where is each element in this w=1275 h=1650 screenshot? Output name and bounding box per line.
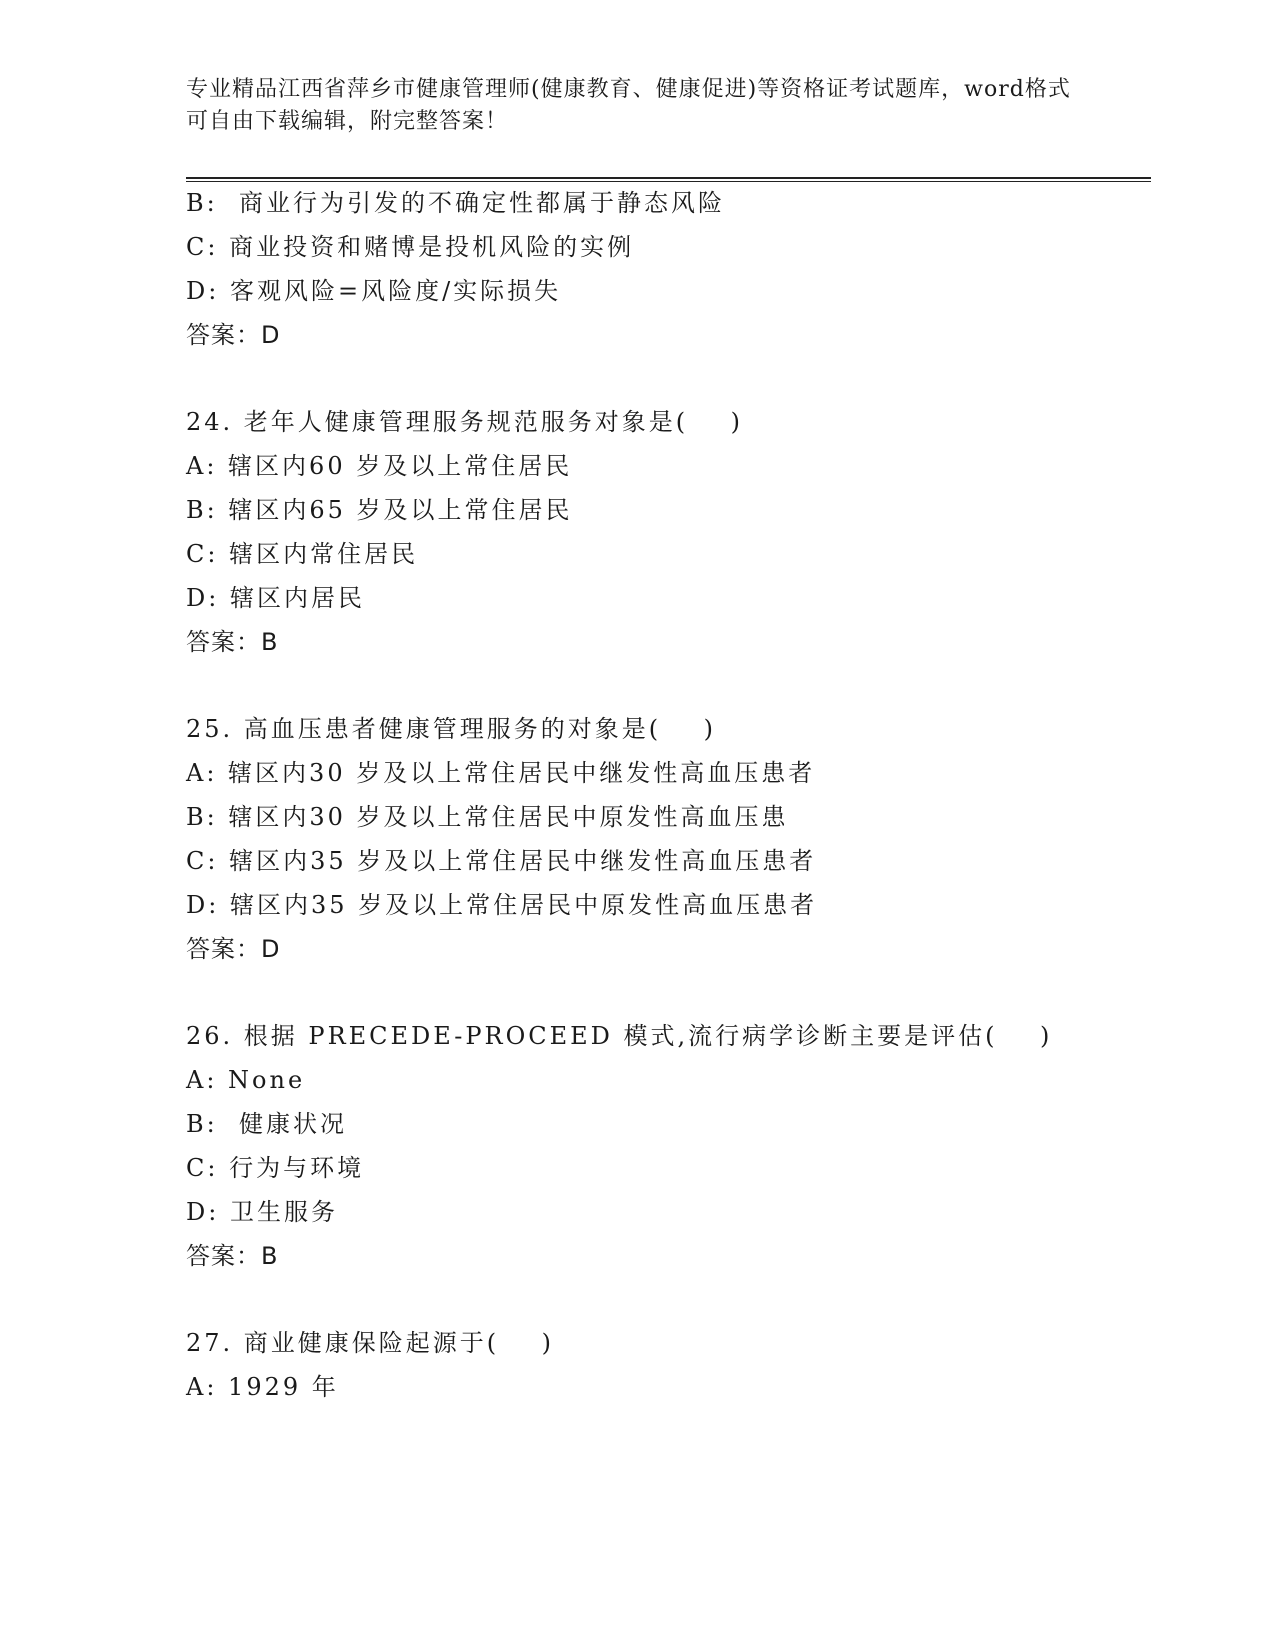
question-26-title: 26. 根据 PRECEDE-PROCEED 模式,流行病学诊断主要是评估( ) [186, 1022, 1053, 1050]
question-26-option-b: B: 健康状况 [186, 1110, 347, 1138]
question-25-option-a: A: 辖区内30 岁及以上常住居民中继发性高血压患者 [186, 759, 816, 787]
question-26-option-d: D: 卫生服务 [186, 1198, 338, 1226]
question-24-answer: 答案：B [186, 628, 279, 656]
question-25-option-b: B: 辖区内30 岁及以上常住居民中原发性高血压患 [186, 803, 789, 831]
question-24-option-b: B: 辖区内65 岁及以上常住居民 [186, 496, 573, 524]
question-26-answer: 答案：B [186, 1242, 279, 1270]
question-26-option-c: C: 行为与环境 [186, 1154, 365, 1182]
question-24-option-c: C: 辖区内常住居民 [186, 540, 419, 568]
question-24-title: 24. 老年人健康管理服务规范服务对象是( ) [186, 408, 744, 436]
answer: 答案：D [186, 321, 281, 349]
question-26-option-a: A: None [186, 1066, 306, 1094]
question-24-option-d: D: 辖区内居民 [186, 584, 365, 612]
question-27-title: 27. 商业健康保险起源于( ) [186, 1329, 555, 1357]
header-divider [186, 177, 1151, 182]
question-25-title: 25. 高血压患者健康管理服务的对象是( ) [186, 715, 717, 743]
option-c: C: 商业投资和赌博是投机风险的实例 [186, 233, 635, 261]
question-27-option-a: A: 1929 年 [186, 1373, 339, 1401]
document-header: 专业精品江西省萍乡市健康管理师(健康教育、健康促进)等资格证考试题库，word格式可自由下载编辑，附完整答案！ [186, 77, 1071, 134]
question-25-option-d: D: 辖区内35 岁及以上常住居民中原发性高血压患者 [186, 891, 818, 919]
option-d: D: 客观风险=风险度/实际损失 [186, 277, 562, 305]
question-25-answer: 答案：D [186, 935, 281, 963]
question-25-option-c: C: 辖区内35 岁及以上常住居民中继发性高血压患者 [186, 847, 817, 875]
question-24-option-a: A: 辖区内60 岁及以上常住居民 [186, 452, 573, 480]
option-b: B: 商业行为引发的不确定性都属于静态风险 [186, 189, 725, 217]
